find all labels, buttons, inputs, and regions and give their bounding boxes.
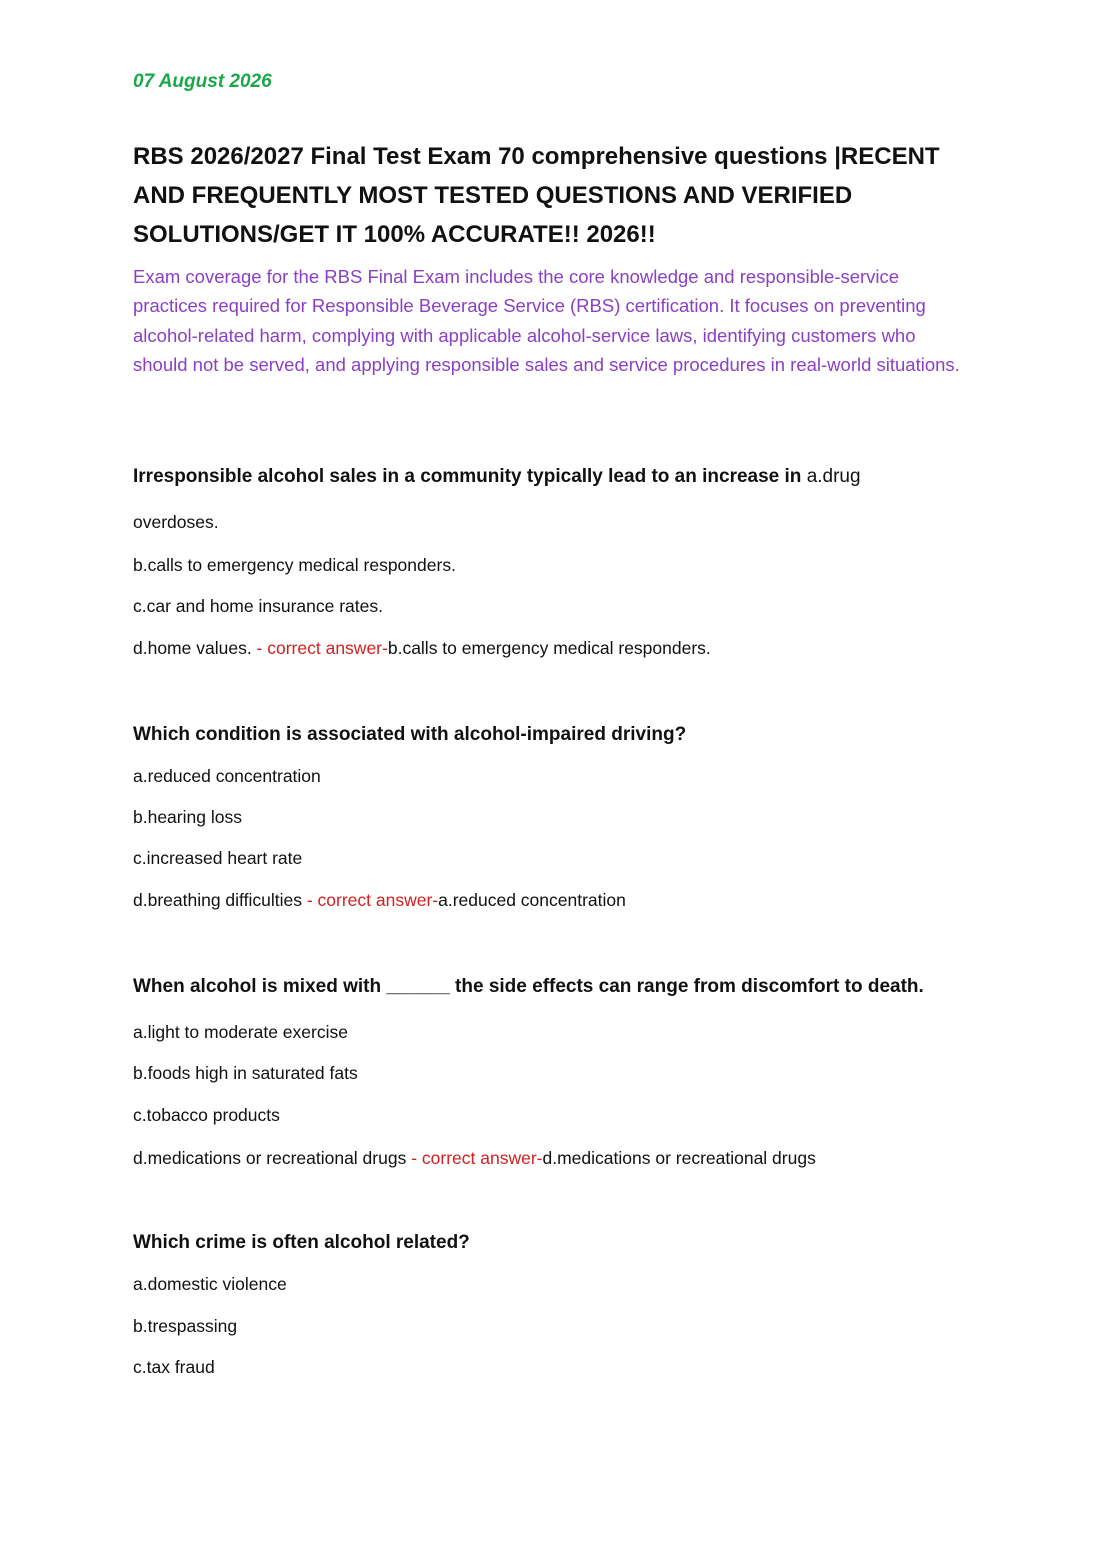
option-d-with-answer [133, 890, 626, 911]
option-b: b.calls to emergency medical responders. [133, 555, 456, 575]
document-title: RBS 2026/2027 Final Test Exam 70 comprehensive questions |RECENT AND FREQUENTLY MOST TESTED QUESTIONS AND VERIFIED SOLUTIONS/GET IT 100% ACCURATE!! 2026!! [133, 143, 940, 248]
answer-separator: - [251, 638, 268, 658]
option-d-with-answer [133, 1148, 816, 1169]
question-text: When alcohol is mixed with ______ the side effects can range from discomfort to death. [133, 976, 924, 997]
correct-answer-value: d.medications or recreational drugs [542, 1148, 816, 1168]
option-b: b.hearing loss [133, 807, 242, 827]
question-text: Which condition is associated with alcohol-impaired driving? [133, 724, 687, 745]
option-a: a.domestic violence [133, 1274, 287, 1294]
question-block-4 [133, 1232, 983, 1254]
question-text [133, 466, 983, 488]
exam-coverage-intro: Exam coverage for the RBS Final Exam includes the core knowledge and responsible-service practices required for Responsible Beverage Service (RBS) certification. It focuses on preventing alcohol-related harm, complying with applicable alcohol-service laws, identifying customers who should not be served, and applying responsible sales and service procedures in real-world situations. [133, 266, 960, 376]
option-c: c.tax fraud [133, 1357, 215, 1377]
option-c: c.tobacco products [133, 1105, 280, 1125]
option-b: b.foods high in saturated fats [133, 1063, 358, 1083]
question-text: Which crime is often alcohol related? [133, 1232, 470, 1253]
option-c: c.car and home insurance rates. [133, 596, 383, 616]
correct-answer-label: correct answer- [317, 890, 439, 910]
option-b: b.trespassing [133, 1316, 238, 1336]
question-prompt: Irresponsible alcohol sales in a community typically lead to an increase in [133, 466, 802, 487]
correct-answer-value: a.reduced concentration [438, 890, 626, 910]
option-d: d.home values. [133, 638, 252, 658]
option-a: a.reduced concentration [133, 766, 321, 786]
option-line: overdoses. [133, 512, 219, 532]
option-d: d.breathing difficulties [133, 890, 302, 910]
inline-option-a: a.drug [806, 466, 861, 487]
answer-separator: - [406, 1148, 422, 1168]
correct-answer-value: b.calls to emergency medical responders. [387, 638, 711, 658]
option-d-with-answer [133, 638, 711, 659]
question-block-3 [133, 976, 983, 998]
question-block-1 [133, 466, 983, 488]
question-block-2 [133, 724, 983, 746]
correct-answer-label: correct answer- [421, 1148, 543, 1168]
option-c: c.increased heart rate [133, 848, 303, 868]
option-d: d.medications or recreational drugs [133, 1148, 407, 1168]
document-date: 07 August 2026 [133, 71, 272, 92]
answer-separator: - [301, 890, 318, 910]
option-a: a.light to moderate exercise [133, 1022, 348, 1042]
correct-answer-label: correct answer- [267, 638, 388, 658]
